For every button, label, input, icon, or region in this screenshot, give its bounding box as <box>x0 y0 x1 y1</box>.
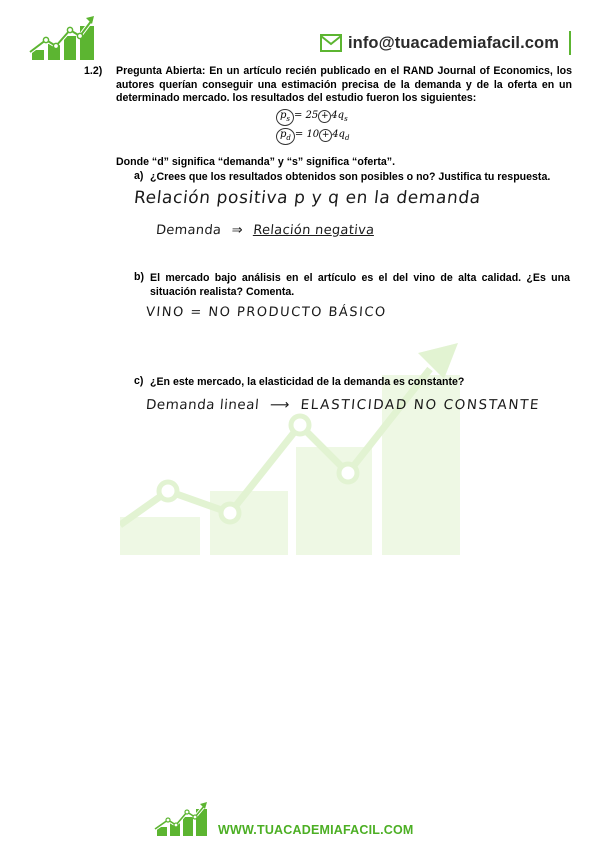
question-body <box>116 65 572 106</box>
watermark-growth-chart <box>120 335 480 555</box>
arrow-right-icon: ⟶ <box>269 397 291 413</box>
circled-price-d: $p_d$ <box>276 128 295 145</box>
demand-formula: $p_d = 10 + 4q_d$ <box>276 127 349 146</box>
header-contact <box>320 30 571 56</box>
sub-c-question: ¿En este mercado, la elasticidad de la demanda es constante? <box>150 376 465 388</box>
sub-c-answer: Demanda lineal ⟶ ELASTICIDAD NO CONSTANTE <box>145 397 541 413</box>
sub-b-letter: b) <box>134 271 144 283</box>
sub-a-answer-2: Demanda ⇒ Relación negativa <box>155 223 375 238</box>
question-label: Pregunta Abierta: <box>116 65 206 77</box>
header-email[interactable]: info@tuacademiafacil.com <box>347 33 559 52</box>
sub-a-letter: a) <box>134 170 144 182</box>
mail-icon <box>320 34 342 52</box>
supply-formula: $p_s = 25 + 4q_s$ <box>276 108 349 127</box>
question-number: 1.2) <box>84 65 103 77</box>
circled-plus: + <box>318 110 331 123</box>
footer-growth-chart-logo <box>154 801 210 837</box>
header-divider <box>569 31 571 55</box>
circled-price-s: $p_s$ <box>276 109 294 126</box>
footer-website-link[interactable]: WWW.TUACADEMIAFACIL.COM <box>218 823 414 837</box>
sub-b-question: El mercado bajo análisis en el artículo es el del vino de alta calidad. ¿Es una situación realista? Comenta. <box>150 272 570 298</box>
question-text: En un artículo recién publicado en el RAND Journal of Economics, los autores querían conseguir una estimación precisa de la demanda y de la oferta en un determinado mercado. los resultados del estudio fueron los siguientes: <box>116 65 572 104</box>
sub-a-question: ¿Crees que los resultados obtenidos son posibles o no? Justifica tu respuesta. <box>150 171 551 183</box>
growth-chart-logo <box>28 14 98 62</box>
sub-a-answer-1: Relación positiva p y q en la demanda <box>132 188 482 208</box>
sub-c-letter: c) <box>134 375 144 387</box>
arrow-right-icon: ⇒ <box>230 223 244 238</box>
definition-line: Donde “d” significa “demanda” y “s” significa “oferta”. <box>116 156 396 168</box>
circled-plus: + <box>319 129 332 142</box>
sub-b-answer: VINO = NO PRODUCTO BÁSICO <box>145 305 388 320</box>
formula-block <box>276 108 349 146</box>
